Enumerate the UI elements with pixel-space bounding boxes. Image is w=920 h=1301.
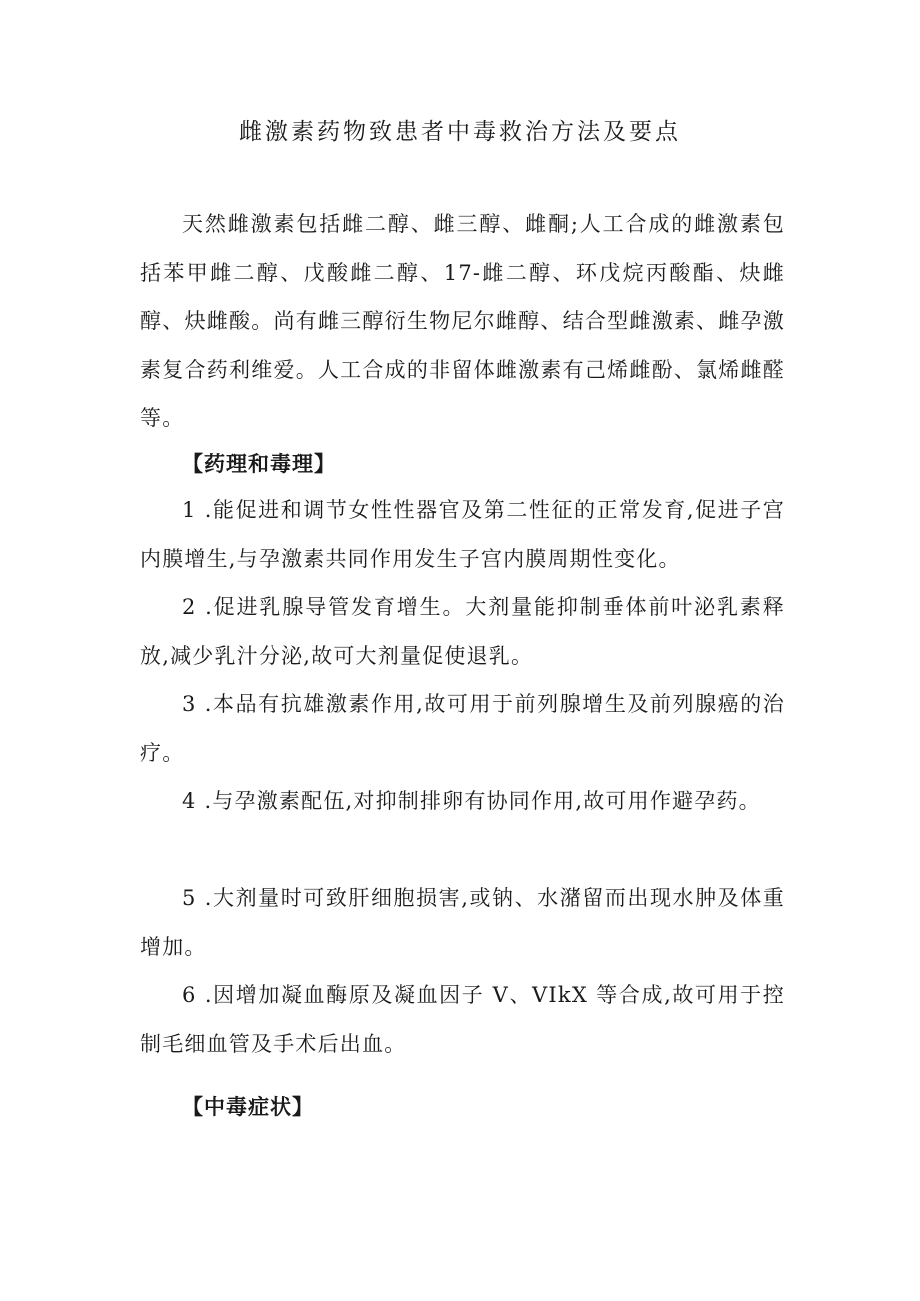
list-item bbox=[140, 874, 785, 971]
item-number: 1 bbox=[182, 498, 197, 522]
item-text: .与孕激素配伍,对抑制排卵有协同作用,故可用作避孕药。 bbox=[196, 789, 761, 813]
item-text: .本品有抗雄激素作用,故可用于前列腺增生及前列腺癌的治疗。 bbox=[140, 692, 785, 765]
intro-paragraph: 天然雌激素包括雌二醇、雌三醇、雌酮;人工合成的雌激素包括苯甲雌二醇、戊酸雌二醇、17-雌二醇、环戊烷丙酸酯、炔雌醇、炔雌酸。尚有雌三醇衍生物尼尔雌醇、结合型雌激素、雌孕激素复合药利维爱。人工合成的非留体雌激素有己烯雌酚、氯烯雌醛等。 bbox=[140, 212, 785, 430]
item-number: 4 bbox=[182, 789, 197, 813]
list-item bbox=[140, 777, 785, 826]
item-text: .大剂量时可致肝细胞损害,或钠、水潴留而出现水肿及体重增加。 bbox=[140, 886, 785, 959]
item-text: .能促进和调节女性性器官及第二性征的正常发育,促进子宫内膜增生,与孕激素共同作用发生子宫内膜周期性变化。 bbox=[140, 498, 785, 571]
item-number: 2 bbox=[182, 595, 197, 619]
item-text: .因增加凝血酶原及凝血因子 V、VIkX 等合成,故可用于控制毛细血管及手术后出血。 bbox=[140, 983, 785, 1056]
section-heading-pharmacology: 【药理和毒理】 bbox=[182, 452, 336, 476]
item-number: 5 bbox=[182, 886, 197, 910]
section-heading-symptoms: 【中毒症状】 bbox=[182, 1095, 314, 1119]
document-title: 雌激素药物致患者中毒救治方法及要点 bbox=[239, 119, 681, 145]
item-text: .促进乳腺导管发育增生。大剂量能抑制垂体前叶泌乳素释放,减少乳汁分泌,故可大剂量促使退乳。 bbox=[140, 595, 785, 668]
item-number: 6 bbox=[182, 983, 197, 1007]
item-number: 3 bbox=[182, 692, 197, 716]
list-item bbox=[140, 680, 785, 777]
list-item bbox=[140, 486, 785, 583]
list-item bbox=[140, 583, 785, 680]
list-item bbox=[140, 971, 785, 1068]
